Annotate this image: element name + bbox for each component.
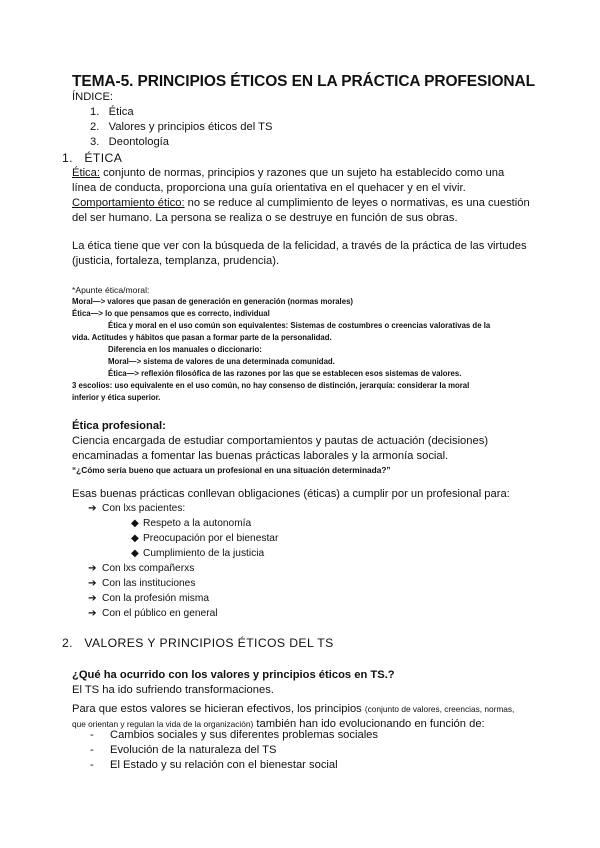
comportamiento-def-text: no se reduce al cumplimiento de leyes o normativas, es una cuestión [184,197,530,209]
arrow-icon: ➔ [88,608,97,619]
diamond-icon: ◆ [131,518,139,529]
apunte-line: Ética y moral en el uso común son equivalentes: Sistemas de costumbres o creencias valorativas de la [108,321,491,330]
index-item-number: 1. [90,106,100,118]
etica-definition-cont: línea de conducta, proporciona una guía orientativa en el quehacer y en el vivir. [72,182,466,194]
index-item-number: 3. [90,136,100,148]
section-number: 2. [62,636,73,650]
apunte-line: 3 escolios: uso equivalente en el uso común, no hay consenso de distinción, jerarquía: considerar la moral [72,381,470,390]
dash-list-item-text: El Estado y su relación con el bienestar social [110,759,338,771]
list-item-text: Con la profesión misma [102,593,210,604]
apunte-line: Moral—> valores que pasan de generación en generación (normas morales) [72,297,353,306]
dash-bullet: - [90,744,94,756]
page-title: TEMA-5. PRINCIPIOS ÉTICOS EN LA PRÁCTICA PROFESIONAL [72,73,535,90]
arrow-icon: ➔ [88,593,97,604]
dash-list-item [90,759,338,771]
apunte-line: Moral—> sistema de valores de una determinada comunidad. [108,357,335,366]
dash-list-item-text: Evolución de la naturaleza del TS [110,744,277,756]
etica-profesional-question: “¿Cómo sería bueno que actuara un profesional en una situación determinada?” [72,465,391,475]
sub-list-item [131,518,251,529]
list-item-text: Con lxs compañerxs [102,563,195,574]
dash-list-item [90,744,276,756]
section-2-question: ¿Qué ha ocurrido con los valores y principios éticos en TS.? [72,669,395,681]
sub-list-item [131,533,278,544]
paragraph-text: también han ido evolucionando en función de: [253,718,485,730]
sub-list-item-text: Respeto a la autonomía [143,518,252,529]
section-2-heading [62,636,334,650]
index-item-text: Ética [108,106,134,118]
index-item [90,121,272,133]
diamond-icon: ◆ [131,548,139,559]
apunte-line: vida. Actitudes y hábitos que pasan a formar parte de la personalidad. [72,333,332,342]
list-item [88,608,218,619]
index-item-text: Deontología [108,136,170,148]
apunte-line: Diferencia en los manuales o diccionario: [108,345,262,354]
felicidad-paragraph-cont: (justicia, fortaleza, templanza, prudencia). [72,255,280,267]
section-title: ÉTICA [84,151,123,165]
paragraph-aside: (conjunto de valores, creencias, normas, [364,704,515,714]
etica-profesional-heading: Ética profesional: [72,420,166,432]
index-item [90,136,169,148]
arrow-icon: ➔ [88,563,97,574]
felicidad-paragraph: La ética tiene que ver con la búsqueda de la felicidad, a través de la práctica de las virtudes [72,240,527,252]
list-item [88,563,194,574]
list-item [88,503,185,514]
comportamiento-definition [72,197,530,209]
sub-list-item-text: Preocupación por el bienestar [143,533,279,544]
etica-profesional-text-cont: encaminadas a fomentar las buenas prácticas laborales y la armonía social. [72,450,449,462]
etica-def-text: conjunto de normas, principios y razones que un sujeto ha establecido como una [99,167,505,179]
dash-bullet: - [90,759,94,771]
comportamiento-term: Comportamiento ético: [72,197,185,209]
section-2-paragraph: El TS ha ido sufriendo transformaciones. [72,684,274,696]
dash-list-item-text: Cambios sociales y sus diferentes problemas sociales [110,729,378,741]
etica-definition [72,167,504,179]
etica-term: Ética: [72,167,100,179]
section-number: 1. [62,151,73,165]
list-item [88,578,195,589]
list-item-text: Con lxs pacientes: [102,503,186,514]
section-title: VALORES Y PRINCIPIOS ÉTICOS DEL TS [84,636,334,650]
index-item [90,106,134,118]
comportamiento-definition-cont: del ser humano. La persona se realiza o se destruye en función de sus obras. [72,212,458,224]
paragraph-text: Para que estos valores se hicieran efectivos, los principios [72,703,365,715]
index-item-number: 2. [90,121,100,133]
list-item-text: Con las instituciones [102,578,196,589]
dash-list-item [90,729,378,741]
index-heading: ÍNDICE: [72,91,114,103]
etica-profesional-text: Ciencia encargada de estudiar comportamientos y pautas de actuación (decisiones) [72,435,489,447]
apunte-line: Ética—> lo que pensamos que es correcto, individual [72,309,270,318]
apunte-line: inferior y ética superior. [72,393,161,402]
index-item-text: Valores y principios éticos del TS [108,121,273,133]
sub-list-item [131,548,264,559]
dash-bullet: - [90,729,94,741]
obligaciones-paragraph: Esas buenas prácticas conllevan obligaciones (éticas) a cumplir por un profesional para: [72,488,510,500]
apunte-heading: *Apunte ética/moral: [72,285,150,295]
apunte-line: Ética—> reflexión filosófica de las razones por las que se establecen esos sistemas de valores. [108,369,462,378]
arrow-icon: ➔ [88,578,97,589]
sub-list-item-text: Cumplimiento de la justicia [143,548,265,559]
arrow-icon: ➔ [88,503,97,514]
diamond-icon: ◆ [131,533,139,544]
section-1-heading [62,151,122,165]
list-item [88,593,209,604]
list-item-text: Con el público en general [102,608,218,619]
paragraph-aside: que orientan y regulan la vida de la organización) [72,719,254,729]
